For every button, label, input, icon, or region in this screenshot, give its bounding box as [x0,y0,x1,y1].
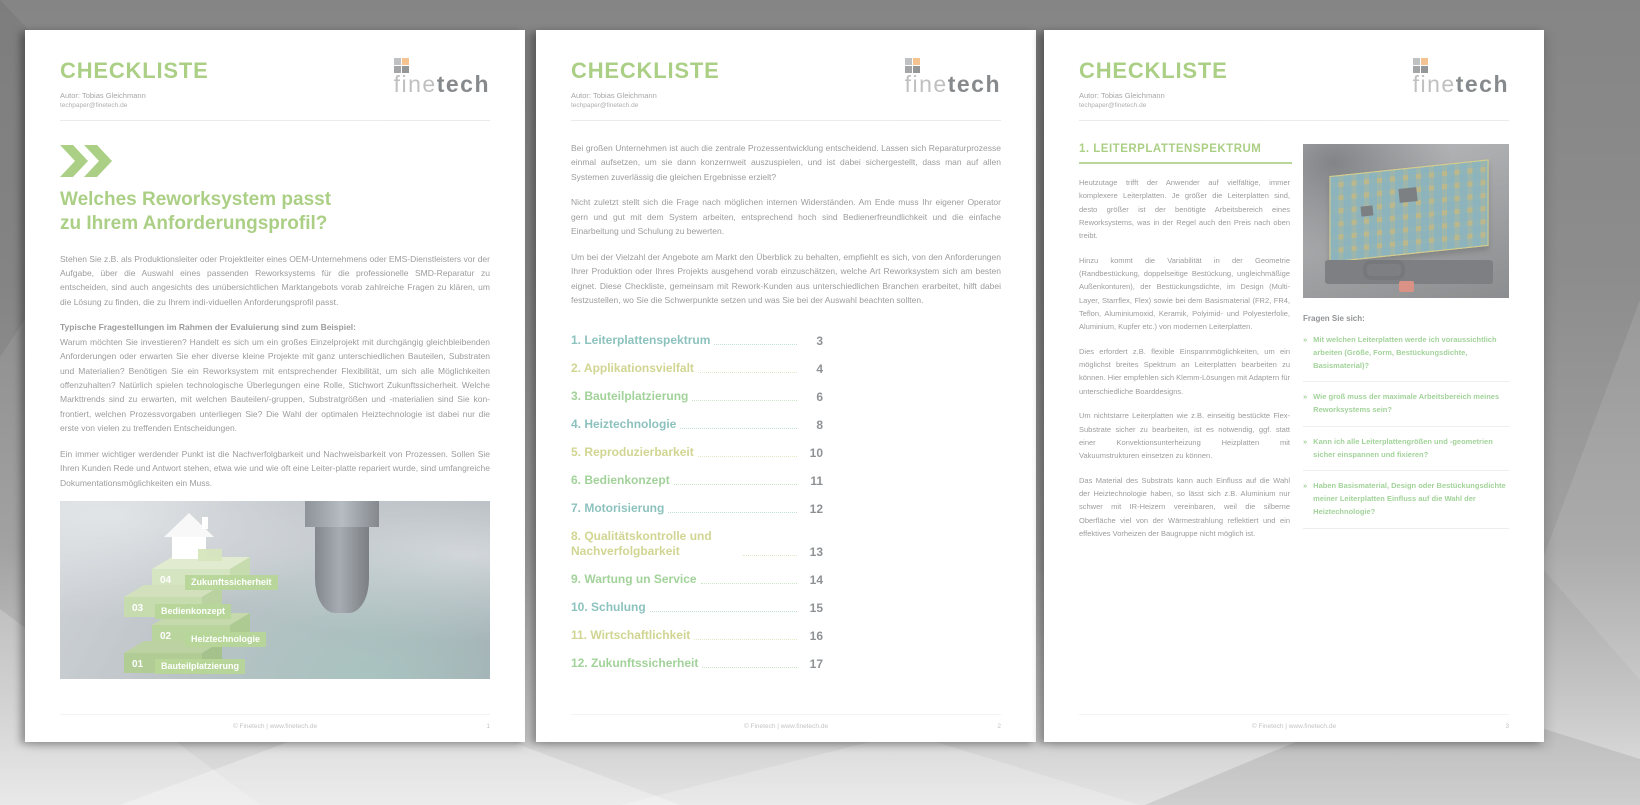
toc-page-number: 10 [809,446,823,461]
toc-label: 1. Leiterplattenspektrum [571,333,711,348]
staircase-drawing [60,501,490,679]
bullet-chevron-icon: » [1303,436,1308,446]
toc-label: 12. Zukunftssicherheit [571,656,699,671]
table-of-contents [571,333,823,671]
bold-lead: Typische Fragestellungen im Rahmen der Evaluierung sind zum Beispiel: [60,322,356,333]
toc-label: 10. Schulung [571,600,646,615]
chip [1398,187,1417,203]
page-number: 1 [486,723,490,730]
page-footer [571,714,1001,730]
toc-item[interactable] [571,628,823,643]
toc-item[interactable] [571,361,823,376]
step-number: 03 [132,603,144,615]
toc-label: 3. Bauteilplatzierung [571,389,689,404]
question-text: Mit welchen Leiterplatten werde ich voraussichtlich arbeiten (Größe, Form, Bestückungsdichte, Basismaterial)? [1313,335,1497,370]
toc-item[interactable] [571,572,823,587]
toc-page-number: 14 [809,573,823,588]
toc-item[interactable] [571,473,823,488]
page-title [60,188,490,236]
email-line: techpaper@finetech.de [571,102,639,109]
question-item [1303,382,1509,427]
question-text: Haben Basismaterial, Design oder Bestückungsdichte meiner Leiterplatten Einfluss auf die Wahl der Heiztechnologie? [1313,481,1506,516]
question-text: Kann ich alle Leiterplattengrößen und -geometrien sicher einspannen und fixieren? [1313,436,1493,459]
toc-item[interactable] [571,529,823,559]
page-header [571,58,1001,121]
paragraph: Um bei der Vielzahl der Angebote am Markt den Überblick zu behalten, empfiehlt es sich, von den Anforderungen Ihrer Produktion oder Ihres Projekts ausgehend vorab einzuschätzen, welche Art Reworksystem sich am besten eignet. Diese Checkliste, gemeinsam mit Rework-Kunden aus unterschiedlichen Branchen erarbeitet, hilft dabei festzustellen, wo Sie die Schwerpunkte setzen und was Sie bei der Auswahl beachten sollten. [571,251,1001,305]
finetech-logo [394,58,490,96]
paragraph: Warum möchten Sie investieren? Handelt es sich um ein großes Einzelprojekt mit durchgängig gleichbleibenden Anforderungen oder erwarten Sie eher diverse kleine Projekte mit ganz unterschiedlichen Bauteilen, Substraten und Materialien? Benötigen Sie ein Reworksystem mit entsprechender Flexibilität, um sich alle Möglichkeiten offenzuhalten? Natürlich spielen technologische Überlegungen eine Rolle, Stichwort Zukunftssicherheit. Welche Markttrends sind zu erwarten, mit welchen Bauteilen/-gruppen, Substratgrößen und -materialien sind Sie kon-frontiert, welchen Prozessvorgaben unterliegen Sie? Die Wahl der optimalen Heiztechnologie ist dabei nur die erste von vielen zu treffenden Entscheidungen. [60,336,490,434]
toc-page-number: 6 [816,390,823,405]
toc-item[interactable] [571,501,823,516]
document-page-3[interactable] [1044,30,1544,742]
toc-page-number: 8 [816,418,823,433]
toc-leader [714,344,797,345]
question-item [1303,471,1509,528]
step-label: Heiztechnologie [185,632,266,647]
left-column [1079,176,1290,551]
paragraph: Um nichtstarre Leiterplatten wie z.B. einseitig bestückte Flex-Substrate sicher zu bearbeiten, ist es notwendig, ggf. statt einer Konvektionsunterheizung Heizplatten mit Vakuumstrukturen einsetzen zu können. [1079,411,1290,461]
pcb-fixture-photo [1303,144,1509,298]
toc-leader [650,611,797,612]
toc-leader [698,456,797,457]
doc-title: CHECKLISTE [1079,58,1228,83]
red-clamp [1399,281,1414,292]
toc-label: 8. Qualitätskontrolle und Nachverfolgbarkeit [571,529,712,559]
email-line: techpaper@finetech.de [60,102,128,109]
toc-page-number: 4 [816,362,823,377]
logo-wordmark: finetech [904,71,1001,97]
toc-page-number: 11 [810,474,823,489]
paragraph: Bei großen Unternehmen ist auch die zentrale Prozessentwicklung entscheidend. Lassen sich Reparaturprozesse einmal aufsetzen, um sie dann konzernweit auszuspielen, und ist dabei sichergestellt, dass man auf allen Systemen zuverlässig die gleichen Ergebnisse erzielt? [571,143,1001,182]
toc-item[interactable] [571,333,823,348]
toc-page-number: 12 [809,502,823,517]
toc-leader [702,667,797,668]
toc-label: 2. Applikationsvielfalt [571,361,694,376]
finetech-logo [1413,58,1509,96]
author-line: Autor: Tobias Gleichmann [60,91,146,100]
paragraph: Dies erfordert z.B. flexible Einspannmöglichkeiten, um ein möglichst breites Spektrum an Leiterplatten bearbeiten zu können. Hier empfehlen sich Klemm-Lösungen mit Adaptern für unterschiedliche Boarddesigns. [1079,346,1290,396]
footer-text: © Finetech | www.finetech.de [232,723,318,730]
page-number: 2 [997,723,1001,730]
question-item [1303,325,1509,382]
step-number: 01 [132,659,144,671]
legend-pill [198,549,222,561]
author-line: Autor: Tobias Gleichmann [1079,91,1165,100]
toc-item[interactable] [571,656,823,671]
paragraph: Ein immer wichtiger werdender Punkt ist die Nachverfolgbarkeit und Nachweisbarkeit von Prozessen. Sollen Sie Ihren Kunden Rede und Antwort stehen, etwa wie und wie oft eine Leiter-platte repariert wurde, sind umfangreiche Dokumentationsmöglichkeiten ein Muss. [60,448,490,488]
doc-title: CHECKLISTE [60,58,209,83]
rework-steps-illustration [60,501,490,679]
bullet-chevron-icon: » [1303,392,1308,402]
toc-page-number: 16 [809,629,823,644]
toc-label: 5. Reproduzierbarkeit [571,445,694,460]
toc-page-number: 3 [816,334,823,349]
page-header [1079,58,1509,121]
document-page-2[interactable] [536,30,1036,742]
footer-text: © Finetech | www.finetech.de [1251,723,1337,730]
paragraph: Heutzutage trifft der Anwender auf vielfältige, immer komplexere Leiterplatten. Je größer die Leiterplatten sind, desto größer ist der benötigte Arbeitsbereich eines Reworksystems, was in der Regel auch den Preis nach oben treibt. [1079,178,1290,241]
page-footer [60,714,490,730]
step-label: Zukunftssicherheit [185,575,278,590]
toc-item[interactable] [571,417,823,432]
page-header [60,58,490,121]
title-line-1: Welches Reworksystem passt [60,189,332,210]
toc-page-number: 15 [809,601,823,616]
toc-item[interactable] [571,600,823,615]
chevron-icon [60,145,490,182]
toc-leader [701,583,797,584]
circuit-board [1329,159,1488,262]
step-number: 04 [160,575,172,587]
doc-title: CHECKLISTE [571,58,720,83]
step-number: 02 [160,631,172,643]
page-footer [1079,714,1509,730]
page-number: 3 [1505,723,1509,730]
toc-label: 9. Wartung un Service [571,572,697,587]
toc-leader [694,639,797,640]
questions-heading: Fragen Sie sich: [1303,314,1365,323]
toc-page-number: 13 [809,545,823,560]
toc-item[interactable] [571,389,823,404]
question-text: Wie groß muss der maximale Arbeitsbereich meines Reworksystems sein? [1313,392,1500,414]
logo-wordmark: finetech [1412,71,1509,97]
finetech-logo [905,58,1001,96]
toc-leader [743,555,797,556]
bullet-chevron-icon: » [1303,481,1308,491]
question-item [1303,427,1509,472]
title-line-2: zu Ihrem Anforderungsprofil? [60,212,328,234]
carrier-handle [1363,260,1405,280]
toc-label: 4. Heiztechnologie [571,417,677,432]
document-page-1[interactable] [25,30,525,742]
toc-leader [692,400,797,401]
toc-item[interactable] [571,445,823,460]
toc-label: 7. Motorisierung [571,501,665,516]
toc-label: 11. Wirtschaftlichkeit [571,628,691,643]
right-column [1303,176,1509,551]
bullet-chevron-icon: » [1303,335,1308,344]
section-rule [1079,162,1292,164]
footer-text: © Finetech | www.finetech.de [743,723,829,730]
paragraph: Hinzu kommt die Variabilität in der Geometrie (Randbestückung, doppelseitige Bestückung, ungleichmäßige Außenkonturen), der Bestückungsdichte, im Design (Multi-Layer, Starrflex, Flex) sowie bei dem Basismaterial (FR2, FR4, Teflon, Aluminiumoxid, Keramik, Polyimid- und Polyesterfolie, Aluminium, Kupfer etc.) von modernen Leiterplatten. [1079,255,1290,332]
paragraph: Stehen Sie z.B. als Produktionsleiter oder Projektleiter eines OEM-Unternehmens oder EMS-Dienstleisters vor der Aufgabe, über die Auswahl eines passenden Reworksystems für die professionelle SMD-Reparatur zu entscheiden, sind auch angesichts des unübersichtlichen Marktangebots vorab zahlreiche Fragen zu klären, um die Lösung zu finden, die zu Ihrem indi-viduellen Anforderungsprofil passt. [60,253,490,307]
toc-label: 6. Bedienkonzept [571,473,670,488]
toc-leader [698,372,797,373]
section-title: 1. LEITERPLATTENSPEKTRUM [1079,143,1262,155]
chip [1361,205,1374,216]
step-label: Bauteilplatzierung [155,659,245,674]
toc-page-number: 17 [809,657,823,672]
paragraph: Das Material des Substrats kann auch Einfluss auf die Wahl der Heiztechnologie haben, so lässt sich z.B. Aluminium nur schwer mit IR-Heizern vereinbaren, weil die silberne Oberfläche viel von der Wärmestrahlung reflektiert und ein effektives Vorheizen der Baugruppe nicht möglich ist. [1079,475,1290,538]
toc-leader [674,484,797,485]
toc-leader [668,512,797,513]
background-facet [1540,300,1640,680]
email-line: techpaper@finetech.de [1079,102,1147,109]
logo-wordmark: finetech [393,71,490,97]
step-label: Bedienkonzept [155,604,231,619]
author-line: Autor: Tobias Gleichmann [571,91,657,100]
paragraph: Nicht zuletzt stellt sich die Frage nach möglichen internen Widerständen. Am Ende muss Ihr eigener Operator gern und gut mit dem System arbeiten, entsprechend hoch sind Bedienerfreundlichkeit und die einfache Einarbeitung und Schulung zu bewerten. [571,197,1001,237]
toc-leader [680,428,797,429]
